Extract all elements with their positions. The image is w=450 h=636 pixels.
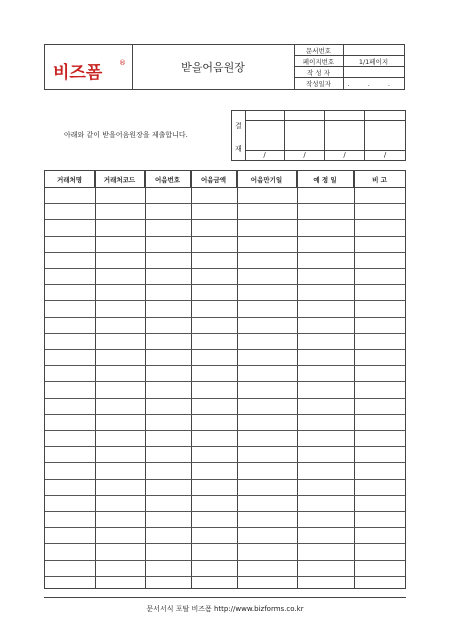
document-meta bbox=[294, 45, 404, 89]
intro-text: 아래와 같이 받을어음원장을 제출합니다. bbox=[64, 131, 188, 139]
column-divider bbox=[191, 171, 192, 588]
table-row-line bbox=[45, 365, 405, 366]
approval-label bbox=[232, 111, 246, 160]
meta-value: . . . bbox=[347, 79, 398, 88]
approval-sign-cell[interactable] bbox=[365, 111, 405, 160]
table-row-line bbox=[45, 495, 405, 496]
column-header: 어음번호 bbox=[145, 171, 191, 187]
approval-sign-cell[interactable] bbox=[245, 111, 285, 160]
table-row-line bbox=[45, 219, 405, 220]
approval-sign-cell[interactable] bbox=[285, 111, 325, 160]
table-row-line bbox=[45, 430, 405, 431]
table-row-line bbox=[45, 284, 405, 285]
table-row-line bbox=[45, 560, 405, 561]
bizforms-logo: 비즈폼 bbox=[53, 63, 103, 83]
column-header: 어음만기일 bbox=[237, 171, 297, 187]
table-header bbox=[45, 171, 405, 188]
table-row-line bbox=[45, 527, 405, 528]
column-divider bbox=[145, 171, 146, 588]
meta-row bbox=[294, 78, 404, 89]
column-divider bbox=[354, 171, 355, 588]
meta-value bbox=[343, 67, 404, 77]
column-header: 예 정 일 bbox=[297, 171, 354, 187]
table-row-line bbox=[45, 414, 405, 415]
approval-label-top: 결 bbox=[235, 122, 242, 130]
table-row-line bbox=[45, 446, 405, 447]
logo-cell bbox=[45, 45, 133, 89]
table-row-line bbox=[45, 462, 405, 463]
meta-label: 문서번호 bbox=[294, 45, 344, 55]
approval-date: / bbox=[245, 150, 284, 160]
meta-value bbox=[343, 45, 404, 55]
meta-row bbox=[294, 45, 404, 56]
meta-label: 작 성 자 bbox=[294, 67, 344, 77]
table-row-line bbox=[45, 543, 405, 544]
approval-date: / bbox=[325, 150, 364, 160]
approval-box bbox=[231, 110, 406, 161]
meta-row bbox=[294, 67, 404, 78]
approval-sign-cell[interactable] bbox=[325, 111, 365, 160]
table-row-line bbox=[45, 511, 405, 512]
column-header: 비 고 bbox=[372, 175, 387, 184]
document-title: 받을어음원장 bbox=[132, 45, 295, 89]
table-row-line bbox=[45, 268, 405, 269]
table-row-line bbox=[45, 236, 405, 237]
column-divider bbox=[95, 171, 96, 588]
column-divider bbox=[237, 171, 238, 588]
table-row-line bbox=[45, 252, 405, 253]
table-row-line bbox=[45, 381, 405, 382]
registered-mark: ® bbox=[119, 59, 126, 67]
meta-label: 작성일자 bbox=[294, 78, 344, 89]
approval-date: / bbox=[365, 150, 405, 160]
table-row-line bbox=[45, 479, 405, 480]
table-row-line bbox=[45, 300, 405, 301]
table-row-line bbox=[45, 349, 405, 350]
table-row-line bbox=[45, 317, 405, 318]
approval-label-bottom: 재 bbox=[235, 145, 242, 153]
ledger-table bbox=[44, 170, 406, 589]
table-row-line bbox=[45, 576, 405, 577]
column-header: 거래처명 bbox=[45, 171, 95, 187]
table-row-line bbox=[45, 203, 405, 204]
document-header bbox=[44, 44, 405, 90]
column-header: 어음금액 bbox=[191, 171, 237, 187]
meta-value: 1/1페이지 bbox=[358, 57, 389, 66]
column-divider bbox=[297, 171, 298, 588]
meta-row bbox=[294, 56, 404, 67]
table-row-line bbox=[45, 333, 405, 334]
column-header: 거래처코드 bbox=[95, 171, 145, 187]
footer-text: 문서서식 포탈 비즈폼 http://www.bizforms.co.kr bbox=[146, 605, 304, 613]
meta-label: 페이지번호 bbox=[294, 56, 344, 66]
approval-date: / bbox=[285, 150, 324, 160]
footer-divider bbox=[44, 597, 406, 598]
table-row-line bbox=[45, 398, 405, 399]
